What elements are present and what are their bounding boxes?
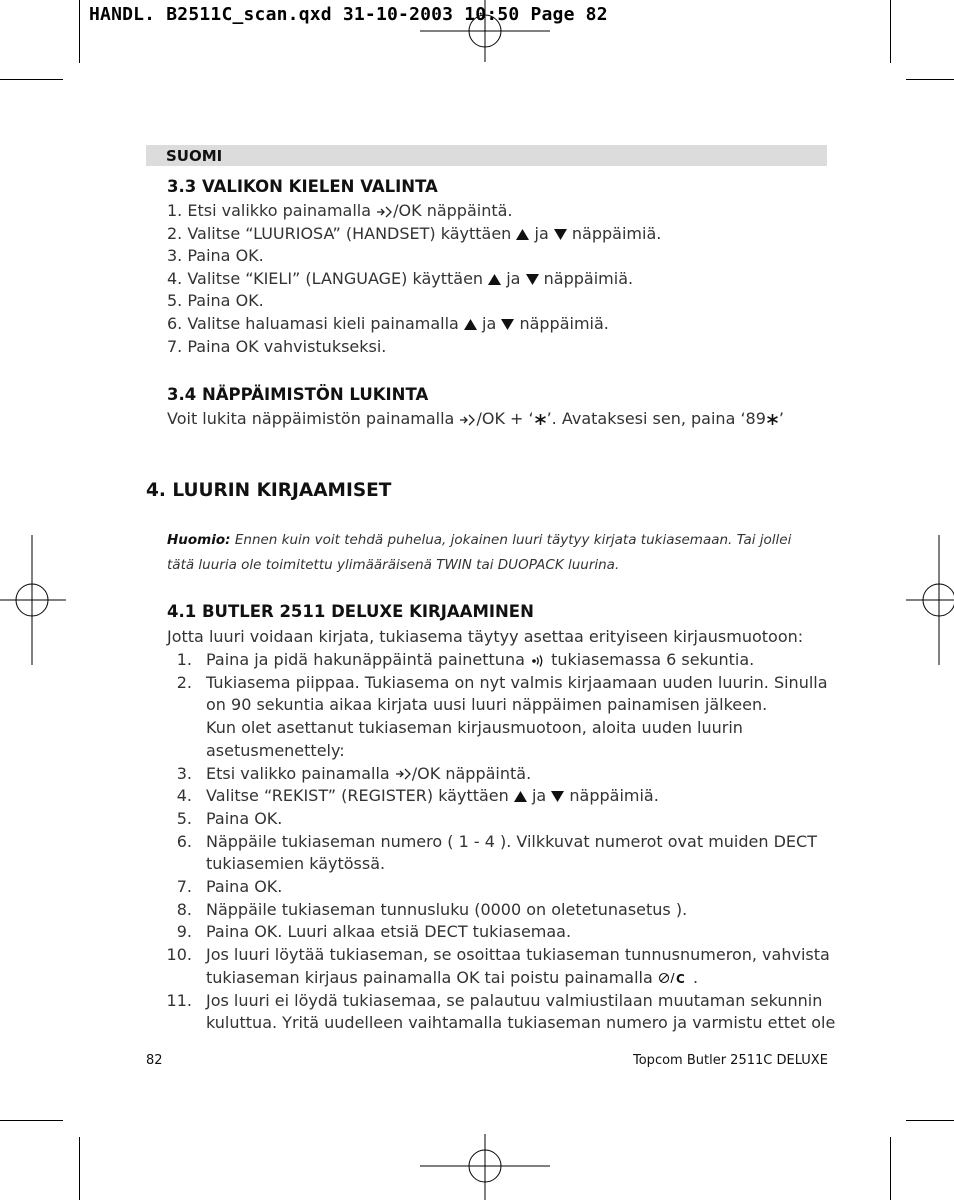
- crop-mark-bottom-left-v: [79, 1137, 80, 1200]
- step-text-line: [206, 854, 385, 874]
- text-part: Paina OK.: [206, 808, 283, 828]
- text-part: /OK + ‘: [476, 409, 534, 428]
- step-number: 5.: [176, 808, 192, 828]
- text-part: /OK näppäintä.: [411, 763, 532, 783]
- text-part: ’: [778, 409, 784, 428]
- step-number: 7.: [176, 877, 192, 896]
- text-part: Jos luuri löytää tukiaseman, se osoittaa tukiaseman tunnusnumeron, vahvista: [206, 945, 830, 965]
- note-text: Ennen kuin voit tehdä puhelua, jokainen luuri täytyy kirjata tukiasemaan. Tai jollei: [230, 532, 792, 548]
- text-part: Näppäile tukiaseman numero ( 1 - 4 ). Vilkkuvat numerot ovat muiden DECT: [206, 831, 817, 851]
- crop-mark-top-right-v: [890, 0, 891, 63]
- text-part: Valitse “REKIST” (REGISTER) käyttäen: [206, 786, 514, 806]
- text-part: Voit lukita näppäimistön painamalla: [167, 409, 460, 428]
- crop-mark-top-right-h: [906, 79, 954, 80]
- up-triangle-icon: [514, 791, 527, 802]
- step-text-line: [206, 832, 817, 852]
- registration-mark-bottom: [420, 1134, 550, 1200]
- step-text-line: [206, 900, 687, 920]
- step-text-line: [206, 650, 754, 670]
- registration-mark-right: [906, 535, 954, 665]
- text-part: asetusmenettely:: [206, 740, 345, 760]
- text-part: Jos luuri ei löydä tukiasemaa, se palautuu valmiustilaan muutaman sekunnin: [206, 990, 823, 1010]
- step-text: 1. Etsi valikko painamalla: [167, 201, 377, 220]
- step-text: ja: [501, 269, 526, 288]
- step-number: 4.: [176, 786, 192, 806]
- menu-arrow-icon: [395, 767, 412, 781]
- text-part: tukiasemassa 6 sekuntia.: [545, 650, 755, 669]
- step-line: 5. Paina OK.: [167, 291, 264, 310]
- step-number: 1.: [176, 650, 192, 669]
- step-line: [167, 269, 633, 289]
- text-part: tukiaseman kirjaus painamalla OK tai poistu painamalla: [206, 967, 658, 987]
- step-number: 3.: [176, 763, 192, 783]
- step-text-line: [206, 968, 698, 988]
- step-number: 2.: [176, 672, 192, 692]
- text-part: Etsi valikko painamalla: [206, 763, 395, 783]
- up-triangle-icon: [516, 229, 529, 240]
- step-text: 4. Valitse “KIELI” (LANGUAGE) käyttäen: [167, 269, 489, 288]
- menu-arrow-icon: [376, 205, 393, 219]
- clear-key-letter: C: [675, 972, 685, 987]
- keypad-lock-text: [167, 409, 784, 429]
- crop-mark-bottom-right-h: [906, 1120, 954, 1121]
- step-text: ja: [529, 224, 554, 243]
- text-part: Tukiasema piippaa. Tukiasema on nyt valmis kirjaamaan uuden luurin. Sinulla: [206, 672, 828, 692]
- text-part: tukiasemien käytössä.: [206, 854, 386, 874]
- step-text: näppäimiä.: [514, 314, 609, 333]
- text-part: .: [687, 967, 699, 987]
- step-text-line: [206, 922, 571, 942]
- step-number: 8.: [176, 899, 192, 919]
- step-text-line: [206, 764, 531, 784]
- step-text-line: [206, 991, 822, 1011]
- text-part: Paina OK. Luuri alkaa etsiä DECT tukiasemaa.: [206, 922, 572, 942]
- paging-icon: [530, 654, 546, 668]
- step-line: 3. Paina OK.: [167, 246, 264, 265]
- step-text-line: [206, 673, 828, 693]
- text-part: ’. Avataksesi sen, paina ‘89: [546, 409, 766, 428]
- step-number: 11.: [166, 990, 192, 1010]
- step-text-line: [206, 741, 345, 761]
- section-3-3-heading: 3.3 VALIKON KIELEN VALINTA: [167, 177, 438, 196]
- step-text-line: [206, 945, 830, 965]
- step-line: [167, 201, 513, 221]
- registration-mark-left: [0, 535, 66, 665]
- page-number: 82: [146, 1053, 163, 1068]
- clear-c-icon: [658, 971, 688, 985]
- down-triangle-icon: [501, 319, 514, 330]
- step-text: 2. Valitse “LUURIOSA” (HANDSET) käyttäen: [167, 224, 517, 243]
- step-number: 9.: [176, 922, 192, 942]
- step-text-line: [206, 786, 659, 806]
- crop-mark-top-left-v: [79, 0, 80, 63]
- step-line: 7. Paina OK vahvistukseksi.: [167, 337, 387, 356]
- star-key-icon: [766, 413, 779, 426]
- section-3-4-heading: 3.4 NÄPPÄIMISTÖN LUKINTA: [167, 385, 429, 404]
- text-part: ja: [526, 786, 552, 806]
- crop-mark-bottom-right-v: [890, 1137, 891, 1200]
- note-line-2: tätä luuria ole toimitettu ylimääräisenä TWIN tai DUOPACK luurina.: [167, 557, 620, 573]
- text-part: Paina OK.: [206, 877, 283, 896]
- language-label: SUOMI: [166, 147, 223, 165]
- step-text: ja: [476, 314, 502, 333]
- down-triangle-icon: [554, 229, 567, 240]
- text-part: kuluttua. Yritä uudelleen vaihtamalla tukiaseman numero ja varmistu ettet ole: [206, 1013, 836, 1033]
- text-part: Paina ja pidä hakunäppäintä painettuna: [206, 650, 530, 669]
- print-slug-line: HANDL. B2511C_scan.qxd 31-10-2003 10:50 Page 82: [89, 4, 608, 25]
- section-4-1-intro: Jotta luuri voidaan kirjata, tukiasema täytyy asettaa erityiseen kirjausmuotoon:: [167, 627, 804, 646]
- step-text: näppäimiä.: [566, 224, 662, 243]
- note-line-1: [167, 532, 791, 548]
- note-label: Huomio:: [167, 532, 231, 548]
- step-line: [167, 314, 609, 334]
- section-4-heading: 4. LUURIN KIRJAAMISET: [146, 480, 392, 501]
- step-text-line: [206, 718, 743, 738]
- text-part: Näppäile tukiaseman tunnusluku (0000 on oletetunasetus ).: [206, 899, 688, 919]
- step-number: 6.: [176, 831, 192, 851]
- text-part: Kun olet asettanut tukiaseman kirjausmuotoon, aloita uuden luurin: [206, 718, 743, 738]
- language-header-bar: [146, 145, 827, 166]
- footer-product-name: Topcom Butler 2511C DELUXE: [633, 1053, 828, 1068]
- step-text-line: [206, 809, 282, 829]
- menu-arrow-icon: [459, 413, 476, 427]
- step-line: [167, 224, 661, 244]
- up-triangle-icon: [488, 274, 501, 285]
- text-part: näppäimiä.: [564, 786, 659, 806]
- down-triangle-icon: [551, 791, 564, 802]
- crop-mark-top-left-h: [0, 79, 63, 80]
- crop-mark-bottom-left-h: [0, 1120, 63, 1121]
- star-key-icon: [534, 413, 547, 426]
- step-text: 6. Valitse haluamasi kieli painamalla: [167, 314, 464, 333]
- up-triangle-icon: [464, 319, 477, 330]
- step-text-line: [206, 1013, 835, 1033]
- step-text: /OK näppäintä.: [393, 201, 513, 220]
- step-text-line: [206, 877, 282, 897]
- step-text-line: [206, 695, 767, 715]
- text-part: on 90 sekuntia aikaa kirjata uusi luuri näppäimen painamisen jälkeen.: [206, 695, 768, 715]
- step-text: näppäimiä.: [538, 269, 634, 288]
- registration-mark-top: [420, 0, 550, 64]
- down-triangle-icon: [526, 274, 539, 285]
- section-4-1-heading: 4.1 BUTLER 2511 DELUXE KIRJAAMINEN: [167, 602, 534, 621]
- step-number: 10.: [166, 945, 192, 965]
